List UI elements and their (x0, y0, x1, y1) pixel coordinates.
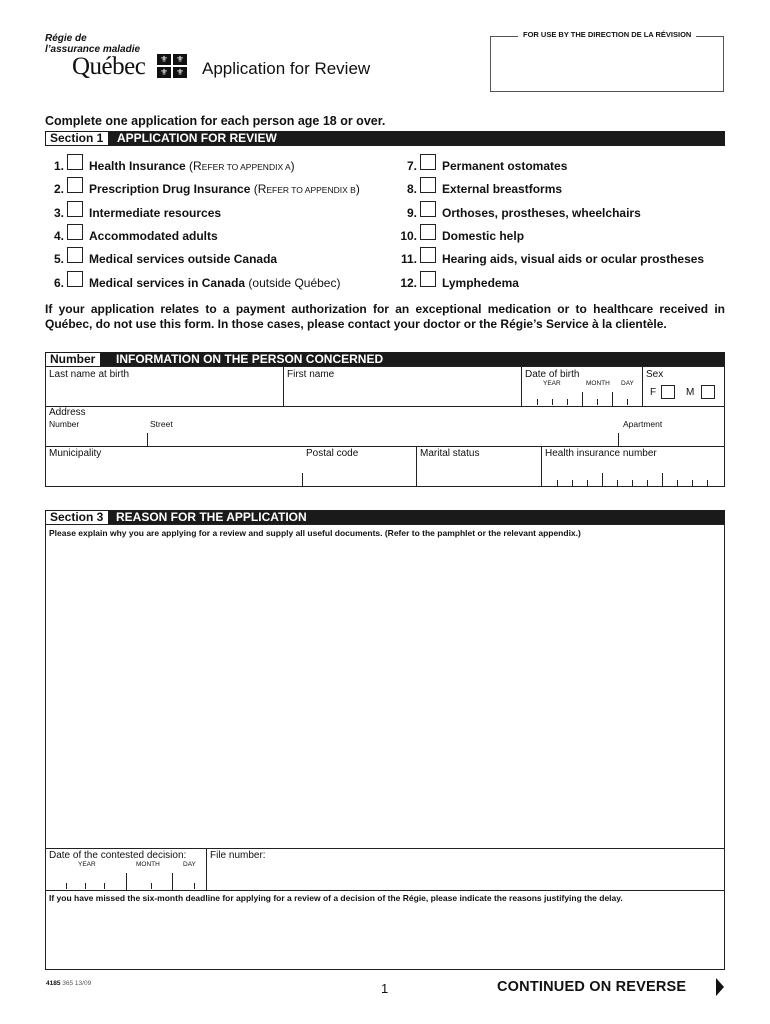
admin-use-label: FOR USE BY THE DIRECTION DE LA RÉVISION (518, 30, 696, 40)
address-number-field[interactable] (46, 407, 147, 446)
item-label: Prescription Drug Insurance (REFER TO APPENDIX B) (89, 182, 360, 196)
dob-year-label: YEAR (543, 380, 561, 387)
street-field[interactable] (148, 407, 618, 446)
apartment-label: Apartment (623, 419, 663, 429)
apartment-field[interactable] (618, 407, 724, 446)
item-number: 3. (53, 206, 64, 220)
checkbox-hearing-visual-aids[interactable] (420, 247, 436, 263)
contested-day-label: DAY (183, 861, 196, 868)
item-label: Intermediate resources (89, 206, 222, 220)
postal-code-label: Postal code (306, 448, 359, 459)
item-number: 5. (53, 252, 64, 266)
marital-status-field[interactable] (417, 447, 541, 487)
marital-status-label: Marital status (420, 448, 480, 459)
first-name-label: First name (287, 369, 335, 380)
intro-text: Complete one application for each person age 18 or over. (45, 114, 386, 128)
item-number: 4. (53, 229, 64, 243)
sex-m-label: M (686, 387, 695, 398)
address-number-label: Number (49, 419, 80, 429)
item-number: 11. (400, 252, 417, 266)
item-number: 8. (406, 182, 417, 196)
reason-instructions: Please explain why you are applying for a review and supply all useful documents. (Refer to the pamphlet or the relevant appendix.) (49, 528, 581, 538)
last-name-field[interactable] (46, 367, 283, 406)
item-number: 10. (400, 229, 417, 243)
checkbox-domestic-help[interactable] (420, 224, 436, 240)
contested-year-label: YEAR (78, 861, 96, 868)
sex-f-checkbox[interactable] (661, 385, 675, 399)
item-label: Hearing aids, visual aids or ocular prostheses (442, 252, 705, 266)
last-name-label: Last name at birth (49, 369, 130, 380)
item-label: Orthoses, prostheses, wheelchairs (442, 206, 641, 220)
checkbox-orthoses[interactable] (420, 201, 436, 217)
contested-date-label: Date of the contested decision: (49, 850, 187, 861)
section3-header (45, 510, 725, 525)
item-number: 7. (406, 159, 417, 173)
item-number: 6. (53, 276, 64, 290)
deadline-textarea[interactable] (48, 906, 722, 968)
section3-form (45, 524, 725, 970)
section3-title: REASON FOR THE APPLICATION (116, 510, 307, 524)
item-label: Accommodated adults (89, 229, 218, 243)
item-label: Medical services in Canada (outside Québec) (89, 276, 341, 290)
section2-header (45, 352, 725, 367)
checkbox-medical-outside-canada[interactable] (67, 247, 83, 263)
checkbox-external-breastforms[interactable] (420, 177, 436, 193)
contested-month-label: MONTH (136, 861, 160, 868)
postal-code-field[interactable] (303, 447, 416, 487)
sex-f-label: F (650, 387, 657, 398)
sex-m-checkbox[interactable] (701, 385, 715, 399)
dob-label: Date of birth (525, 369, 580, 380)
street-label: Street (150, 419, 173, 429)
section1-number: Section 1 (46, 132, 108, 145)
section2-form (45, 366, 725, 487)
admin-use-box[interactable] (490, 36, 724, 92)
arrow-right-icon (716, 978, 724, 996)
item-label: Health Insurance (REFER TO APPENDIX A) (89, 159, 295, 173)
logo-regie-line1: Régie de (45, 33, 87, 44)
quebec-flag-icon: ⚜ ⚜ ⚜ ⚜ (157, 54, 187, 78)
health-number-label: Health insurance number (545, 448, 657, 459)
checkbox-lymphedema[interactable] (420, 271, 436, 287)
reason-textarea[interactable] (48, 541, 722, 846)
item-number: 1. (53, 159, 64, 173)
first-name-field[interactable] (284, 367, 521, 406)
deadline-instructions: If you have missed the six-month deadline for applying for a review of a decision of the Régie, please indicate the reasons justifying the delay. (49, 893, 623, 903)
dob-month-label: MONTH (586, 380, 610, 387)
checkbox-intermediate-resources[interactable] (67, 201, 83, 217)
section1-title: APPLICATION FOR REVIEW (117, 131, 277, 145)
checkbox-medical-in-canada[interactable] (67, 271, 83, 287)
item-label: Medical services outside Canada (89, 252, 278, 266)
file-number-field[interactable] (207, 849, 724, 890)
warning-text: If your application relates to a payment authorization for an exceptional medication or to healthcare received in Québec, do not use this form. In those cases, please contact your doctor or the Régie’s Service à la clientèle. (45, 302, 725, 331)
sex-label: Sex (646, 369, 664, 380)
address-label: Address (49, 407, 86, 418)
section2-number: Number (46, 353, 100, 366)
municipality-field[interactable] (46, 447, 302, 487)
logo-regie-line2: l’assurance maladie (45, 44, 141, 55)
file-number-label: File number: (210, 850, 266, 861)
checkbox-health-insurance[interactable] (67, 154, 83, 170)
item-number: 12. (400, 276, 417, 290)
continued-on-reverse: CONTINUED ON REVERSE (497, 979, 687, 995)
item-label: Permanent ostomates (442, 159, 568, 173)
municipality-label: Municipality (49, 448, 102, 459)
section2-title: INFORMATION ON THE PERSON CONCERNED (116, 352, 384, 366)
logo-quebec: Québec (72, 53, 146, 80)
item-label: Domestic help (442, 229, 525, 243)
item-label: External breastforms (442, 182, 563, 196)
form-code: 4185 365 13/09 (46, 980, 92, 987)
dob-day-label: DAY (621, 380, 634, 387)
health-number-field[interactable] (542, 447, 724, 487)
item-label: Lymphedema (442, 276, 519, 290)
section1-header (45, 131, 725, 146)
checkbox-prescription-drug[interactable] (67, 177, 83, 193)
checkbox-accommodated-adults[interactable] (67, 224, 83, 240)
page-number: 1 (381, 981, 389, 996)
section3-number: Section 3 (46, 511, 108, 524)
item-number: 2. (53, 182, 64, 196)
item-number: 9. (406, 206, 417, 220)
form-title: Application for Review (202, 59, 371, 78)
checkbox-permanent-ostomates[interactable] (420, 154, 436, 170)
